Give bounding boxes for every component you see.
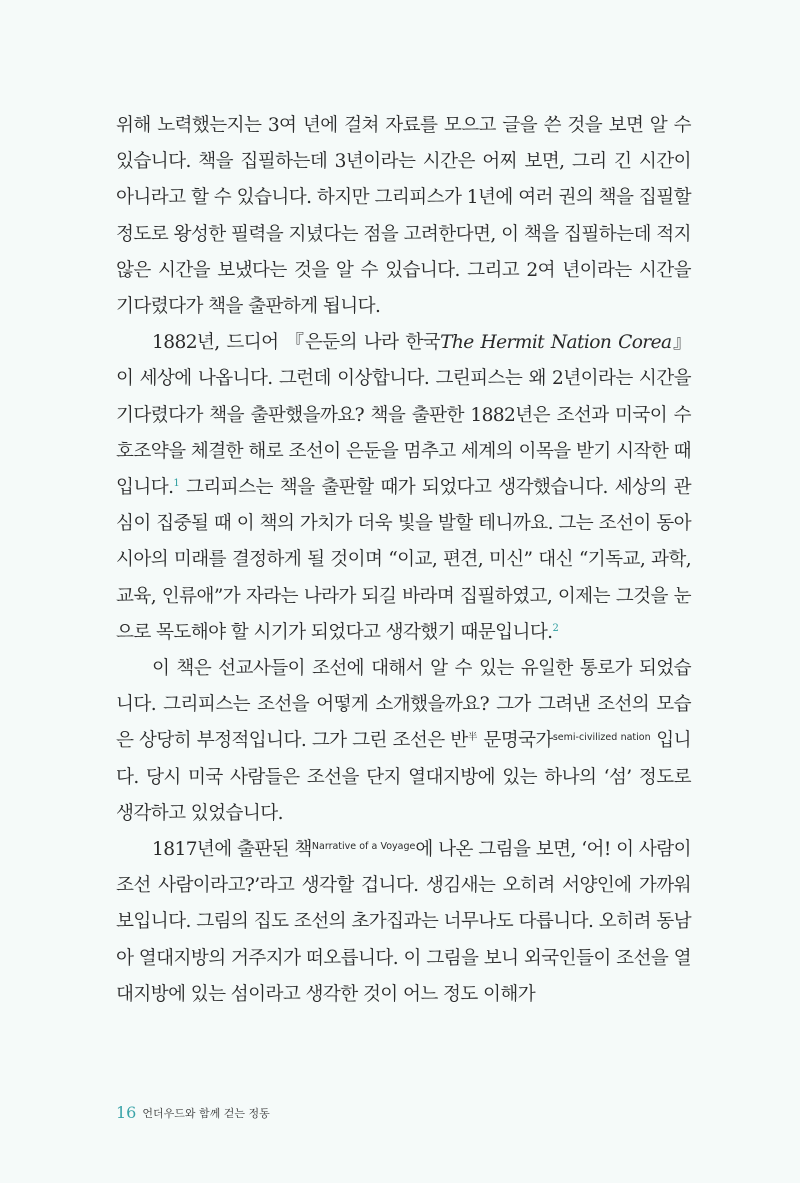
page-footer xyxy=(116,1103,270,1122)
paragraph-2-text-d: 그리피스는 책을 출판할 때가 되었다고 생각했습니다. 세상의 관심이 집중될 때 이 책의 가치가 더욱 빛을 발할 테니까요. 그는 조선이 동아시아의 미래를 결정하게 될 것이며 “이교, 편견, 미신” 대신 “기독교, 과학, 교육, 인류애”가 자라는 나라가 되길 바라며 집필하였고, 이제는 그것을 눈으로 목도해야 할 시기가 되었다고 생각했기 때문입니다. xyxy=(116,477,691,643)
english-gloss-narrative: Narrative of a Voyage xyxy=(311,841,416,853)
footnote-marker-2[interactable]: 2 xyxy=(552,622,559,634)
hanja-annotation: 半 xyxy=(467,732,478,744)
paragraph-2 xyxy=(116,325,691,651)
paragraph-2-text-a: 1882년, 드디어 『은둔의 나라 한국 xyxy=(152,332,441,354)
paragraph-2-text-c: 』이 세상에 나옵니다. 그런데 이상합니다. 그린피스는 왜 2년이라는 시간을 기다렸다가 책을 출판했을까요? 책을 출판한 1882년은 조선과 미국이 수호조약을 체결한 해로 조선이 은둔을 멈추고 세계의 이목을 받기 시작한 때입니다. xyxy=(116,332,691,499)
page-number: 16 xyxy=(116,1103,137,1122)
paragraph-4-text-a: 1817년에 출판된 책 xyxy=(152,839,312,861)
paragraph-1: 위해 노력했는지는 3여 년에 걸쳐 자료를 모으고 글을 쓴 것을 보면 알 수 있습니다. 책을 집필하는데 3년이라는 시간은 어찌 보면, 그리 긴 시간이 아니라고 할 수 있습니다. 하지만 그리피스가 1년에 여러 권의 책을 집필할 정도로 왕성한 필력을 지녔다는 점을 고려한다면, 이 책을 집필하는데 적지 않은 시간을 보냈다는 것을 알 수 있습니다. 그리고 2여 년이라는 시간을 기다렸다가 책을 출판하게 됩니다. xyxy=(116,115,691,318)
page-body xyxy=(116,108,691,1013)
paragraph-3-text-c: 입니다. 당시 미국 사람들은 조선을 단지 열대지방에 있는 하나의 ‘섬’ 정도로 생각하고 있었습니다. xyxy=(116,730,691,824)
paragraph-4-text-b: 에 나온 그림을 보면, ‘어! 이 사람이 조선 사람이라고?’라고 생각할 겁니다. 생김새는 오히려 서양인에 가까워 보입니다. 그림의 집도 조선의 초가집과는 너무나도 다릅니다. 오히려 동남아 열대지방의 거주지가 떠오릅니다. 이 그림을 보니 외국인들이 조선을 열대지방에 있는 섬이라고 생각한 것이 어느 정도 이해가 xyxy=(116,839,691,1005)
paragraph-3-text-a: 이 책은 선교사들이 조선에 대해서 알 수 있는 유일한 통로가 되었습니다. 그리피스는 조선을 어떻게 소개했을까요? 그가 그려낸 조선의 모습은 상당히 부정적입니다. 그가 그린 조선은 반 xyxy=(116,658,691,752)
paragraph-3 xyxy=(116,651,691,832)
footnote-marker-1[interactable]: 1 xyxy=(173,478,180,490)
paragraph-3-text-b: 문명국가 xyxy=(477,730,553,752)
english-gloss-semi-civilized: semi-civilized nation xyxy=(552,732,651,744)
book-title-english: The Hermit Nation Corea xyxy=(440,332,672,354)
running-book-title: 언더우드와 함께 걷는 정동 xyxy=(142,1107,270,1120)
paragraph-4 xyxy=(116,832,691,1013)
